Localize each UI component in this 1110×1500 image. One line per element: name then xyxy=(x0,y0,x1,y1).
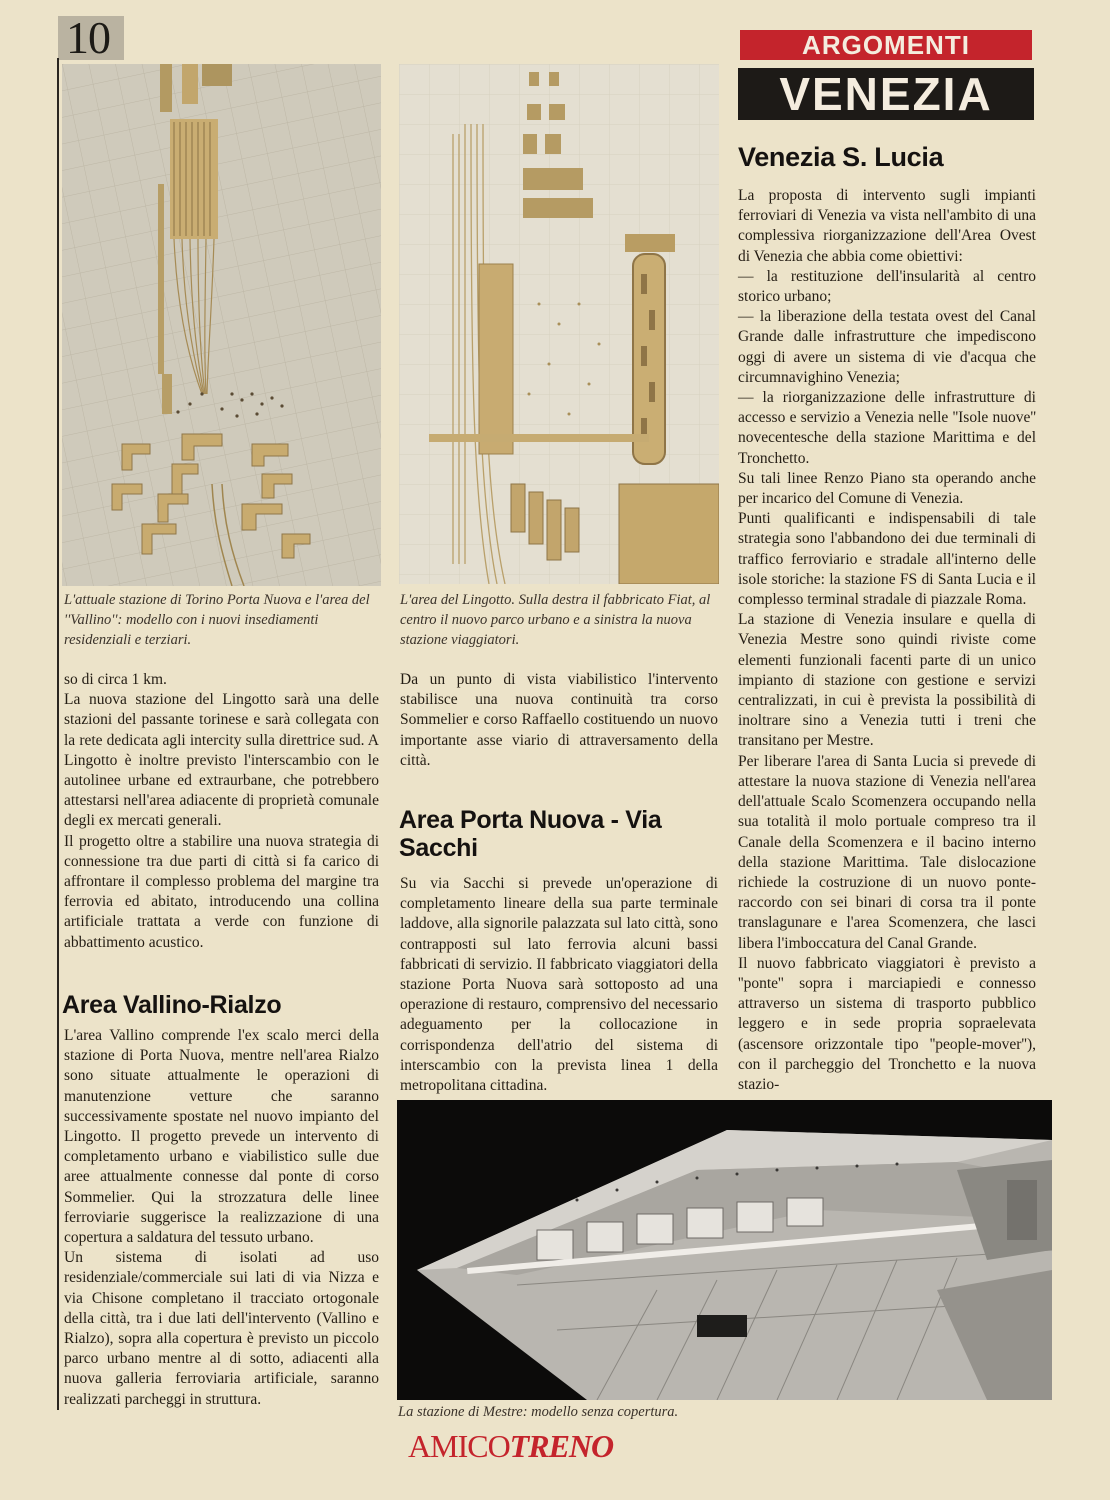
col3-paragraph: Su tali linee Renzo Piano sta operando anche per incarico del Comune di Venezia. xyxy=(738,469,1036,508)
col3-paragraph: Il nuovo fabbricato viaggiatori è previsto a ''ponte'' sopra i marciapiedi e connesso attraverso un sistema di trasporto pubblico leggero e in sede propria sopraelevata (ascensore orizzontale tipo ''people-mover''), con il parcheggio del Tronchetto e la nuova stazio- xyxy=(738,954,1036,1093)
col1-paragraph: L'area Vallino comprende l'ex scalo merci della stazione di Porta Nuova, mentre nell'area Rialzo sono situate attualmente le operazioni di manutenzione vetture che saranno successivamente spostate nel nuovo impianto del Lingotto. Il progetto prevede un intervento di completamento urbano e viabilistico sulle due aree attualmente connesse dal ponte di corso Sommelier. Qui la strozzatura delle linee ferroviarie suggerisce la realizzazione di una copertura a saldatura del tessuto urbano. xyxy=(64,1027,379,1247)
col1-paragraph: so di circa 1 km. xyxy=(64,671,167,688)
photo-mestre-model xyxy=(397,1100,1052,1400)
col3-paragraph: — la riorganizzazione delle infrastrutture di accesso e servizio a Venezia nelle ''Isole nuove'' novecentesche della stazione Marittima e del Tronchetto. xyxy=(738,389,1036,467)
col3-paragraph: Punti qualificanti e indispensabili di tale strategia sono l'abbandono dei due terminali di traffico ferroviario e stradale all'interno delle isole storiche: la stazione FS di Santa Lucia e il complesso terminal stradale di piazzale Roma. xyxy=(738,510,1036,609)
col2-paragraph: Su via Sacchi si prevede un'operazione di completamento lineare della sua parte terminale laddove, alla signorile palazzata sul lato città, sono contrapposti sul lato ferrovia alcuni bassi fabbricati di servizio. Il fabbricato viaggiatori della stazione Porta Nuova sarà sottoposto ad una operazione di restauro, comprensivo del necessario adeguamento per la collocazione in corrispondenza dell'atrio del sistema di interscambio con la prevista linea 1 della metropolitana cittadina. xyxy=(400,875,718,1095)
photo-lingotto-model xyxy=(399,64,719,584)
heading-area-porta-nuova: Area Porta Nuova - Via Sacchi xyxy=(399,806,662,862)
magazine-logo xyxy=(408,1424,614,1468)
col3-paragraph: La proposta di intervento sugli impianti ferroviari di Venezia va vista nell'ambito di una complessiva riorganizzazione dell'Area Ovest di Venezia che abbia come obiettivi: xyxy=(738,187,1036,265)
col1-paragraph: Un sistema di isolati ad uso residenziale/commerciale sui lati di via Nizza e via Chisone completano il tracciato ortogonale della città, tra i due lati dell'intervento (Vallino e Rialzo), sopra alla copertura è previsto un piccolo parco urbano mentre al di sotto, adiacenti alla nuova galleria ferroviaria artificiale, saranno realizzati parcheggi in struttura. xyxy=(64,1249,379,1408)
column-1-text-a xyxy=(64,670,379,953)
column-rule xyxy=(57,58,59,1410)
column-3-text xyxy=(738,186,1036,1095)
section-title: VENEZIA xyxy=(738,68,1034,120)
col1-paragraph: Il progetto oltre a stabilire una nuova strategia di connessione tra due parti di città si fa carico di affrontare il complesso problema del margine tra ferrovia ed abitato, introducendo una collina artificiale trattata a verde con funzione di abbattimento acustico. xyxy=(64,832,379,951)
lingotto-model-drawing xyxy=(399,64,719,584)
column-2-text-a xyxy=(400,670,718,771)
logo-brand-b: TRENO xyxy=(509,1428,614,1464)
caption-photo-middle: L'area del Lingotto. Sulla destra il fabbricato Fiat, al centro il nuovo parco urbano e a sinistra la nuova stazione viaggiatori. xyxy=(400,592,711,648)
column-2-text-b xyxy=(400,874,718,1096)
col2-paragraph: Da un punto di vista viabilistico l'intervento stabilisce una nuova continuità tra corso Sommelier e corso Raffaello costituendo un nuovo importante asse viario di attraversamento della città. xyxy=(400,671,718,769)
porta-nuova-model-drawing xyxy=(62,64,381,586)
col3-paragraph: Per liberare l'area di Santa Lucia si prevede di attestare la nuova stazione di Venezia nell'area dell'attuale Scalo Scomenzera occupando nella sua totalità il molo portuale compreso tra il Canale della Scomenzera e il bacino interno della stazione Marittima. Tale dislocazione richiede la costruzione di un nuovo ponte-raccordo con sei binari di corsa tra il ponte translagunare e l'area Scomenzera, che lasci libera l'imboccatura del Canal Grande. xyxy=(738,752,1036,952)
caption-photo-bottom: La stazione di Mestre: modello senza copertura. xyxy=(398,1404,679,1420)
page-number: 10 xyxy=(58,16,124,60)
section-label: ARGOMENTI xyxy=(740,30,1032,60)
heading-area-vallino-rialzo: Area Vallino-Rialzo xyxy=(62,991,282,1019)
logo-brand-a: AMICO xyxy=(408,1428,510,1464)
mestre-model-drawing xyxy=(397,1100,1052,1400)
heading-venezia-s-lucia: Venezia S. Lucia xyxy=(738,142,944,172)
column-1-text-b xyxy=(64,1026,379,1410)
caption-photo-left: L'attuale stazione di Torino Porta Nuova e l'area del ''Vallino'': modello con i nuovi insediamenti residenziali e terziari. xyxy=(64,592,370,648)
photo-porta-nuova-model xyxy=(62,64,381,586)
col3-paragraph: — la restituzione dell'insularità al centro storico urbano; xyxy=(738,267,1036,306)
col3-paragraph: La stazione di Venezia insulare e quella di Venezia Mestre sono quindi riviste come elementi funzionali facenti parte di un unico impianto di stazione con gestione e servizi centralizzati, in cui è prevista la possibilità di inoltrare sino a Venezia tutti i treni che transitano per Mestre. xyxy=(738,611,1036,750)
col1-paragraph: La nuova stazione del Lingotto sarà una delle stazioni del passante torinese e sarà collegata con la rete dedicata agli intercity sulla direttrice sud. A Lingotto è inoltre previsto l'interscambio con le autolinee urbane ed extraurbane, che potrebbero attestarsi nell'area adiacente di proprietà comunale degli ex mercati generali. xyxy=(64,691,379,830)
col3-paragraph: — la liberazione della testata ovest del Canal Grande dalle infrastrutture che impediscono oggi di avere un sistema di vie d'acqua che circumnavighino Venezia; xyxy=(738,308,1036,386)
